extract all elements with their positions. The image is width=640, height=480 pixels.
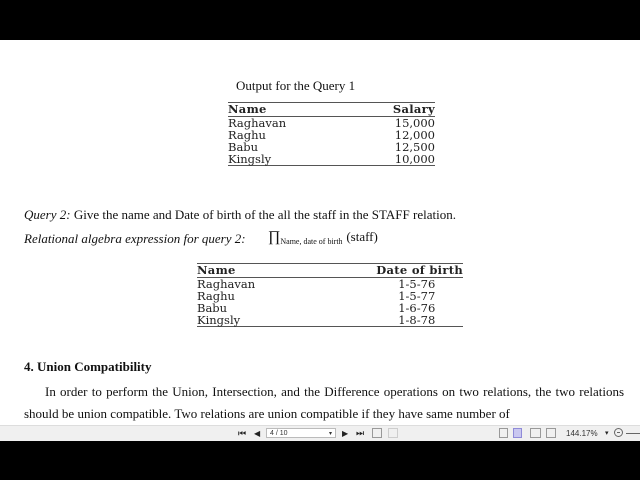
- cell-name: Raghavan: [197, 277, 256, 291]
- continuous-view-icon[interactable]: [513, 428, 522, 438]
- cell-name: Kingsly: [197, 313, 241, 327]
- column-header-name: Name: [228, 102, 267, 116]
- cell-dob: 1-6-76: [398, 301, 436, 315]
- dob-table: [197, 263, 463, 327]
- cell-salary: 15,000: [394, 116, 435, 130]
- first-page-icon[interactable]: ⏮: [238, 428, 247, 438]
- facing-view-icon[interactable]: [530, 428, 541, 438]
- projection-attributes: Name, date of birth: [280, 237, 343, 246]
- prev-page-icon[interactable]: ◀: [254, 429, 261, 438]
- zoom-slider[interactable]: [626, 433, 640, 434]
- continuous-facing-view-icon[interactable]: [546, 428, 556, 438]
- cell-name: Raghu: [197, 289, 235, 303]
- projection-expression: [268, 229, 378, 246]
- cell-dob: 1-5-77: [398, 289, 436, 303]
- column-header-name: Name: [197, 263, 236, 277]
- section-heading: 4. Union Compatibility: [24, 359, 152, 374]
- table-header-row: [228, 103, 435, 117]
- table-header-row: [197, 264, 463, 278]
- salary-table: [228, 102, 435, 166]
- zoom-level[interactable]: 144.17%: [566, 429, 598, 438]
- column-header-dob: Date of birth: [376, 263, 463, 277]
- projection-relation: (staff): [346, 229, 378, 244]
- single-page-view-icon[interactable]: [499, 428, 508, 438]
- zoom-out-icon[interactable]: [614, 428, 623, 437]
- pdf-viewer-toolbar: [0, 425, 640, 441]
- cell-name: Kingsly: [228, 152, 272, 166]
- page-number-input[interactable]: [266, 428, 336, 438]
- zoom-dropdown-icon[interactable]: ▾: [605, 430, 609, 437]
- cell-name: Babu: [197, 301, 228, 315]
- table-row: [228, 153, 435, 166]
- cell-salary: 12,500: [394, 140, 435, 154]
- next-view-icon[interactable]: [388, 428, 398, 438]
- ra-label-text: Relational algebra expression for query 2:: [24, 231, 246, 246]
- cell-dob: 1-8-78: [398, 313, 436, 327]
- page-indicator: 4 / 10: [270, 430, 288, 437]
- previous-view-icon[interactable]: [372, 428, 382, 438]
- cell-salary: 12,000: [394, 128, 435, 142]
- cell-name: Babu: [228, 140, 259, 154]
- cell-name: Raghu: [228, 128, 266, 142]
- cell-name: Raghavan: [228, 116, 287, 130]
- table-row: [197, 314, 463, 327]
- cell-salary: 10,000: [394, 152, 435, 166]
- document-page: [0, 40, 640, 425]
- query2-statement: [24, 207, 456, 223]
- pi-symbol: ∏: [268, 229, 281, 245]
- last-page-icon[interactable]: ⏭: [356, 428, 365, 438]
- query1-caption: Output for the Query 1: [236, 78, 356, 93]
- next-page-icon[interactable]: ▶: [342, 429, 349, 438]
- cell-dob: 1-5-76: [398, 277, 436, 291]
- query2-label: Query 2:: [24, 207, 71, 222]
- ra-expression-label: [24, 231, 246, 247]
- section-paragraph: In order to perform the Union, Intersection, and the Difference operations on two relations, the two relations should be union compatible. Two relations are union compatible if they have same number of: [24, 384, 624, 421]
- column-header-salary: Salary: [392, 102, 435, 116]
- page-dropdown-icon[interactable]: ▾: [328, 431, 332, 437]
- query2-text: Give the name and Date of birth of the all the staff in the STAFF relation.: [70, 207, 456, 222]
